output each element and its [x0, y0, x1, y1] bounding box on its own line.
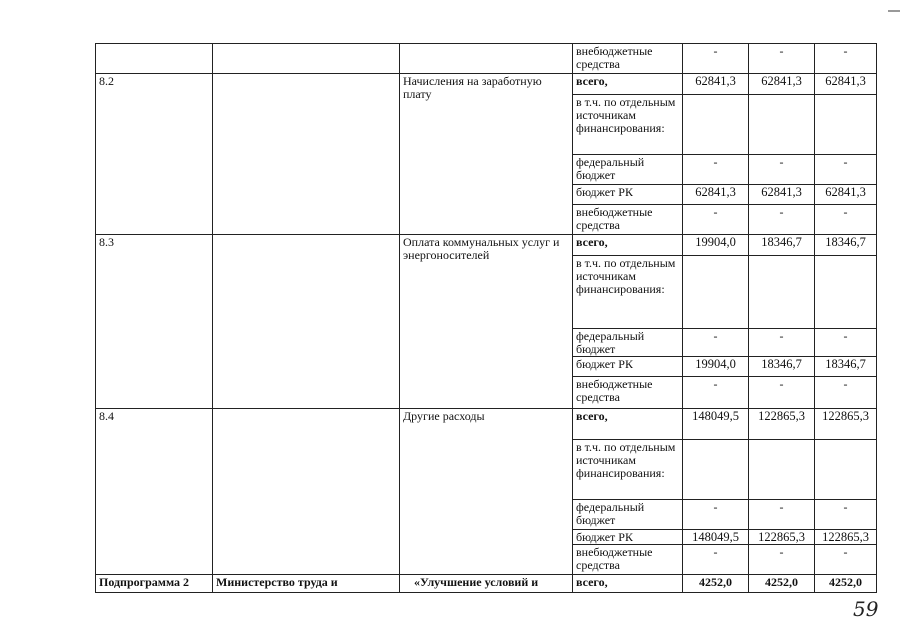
table-row [96, 575, 877, 593]
value-cell: 148049,5 [683, 409, 749, 440]
section-id: 8.2 [96, 74, 213, 235]
table-row [96, 235, 877, 256]
value-cell [815, 440, 877, 500]
event-name: Начисления на заработную плату [400, 74, 573, 235]
executor-cell [213, 409, 400, 575]
source-label: всего, [573, 409, 683, 440]
value-cell: - [815, 500, 877, 530]
value-cell [749, 440, 815, 500]
value-cell [683, 256, 749, 329]
value-cell: - [749, 44, 815, 74]
value-cell: 18346,7 [749, 235, 815, 256]
value-cell: - [815, 205, 877, 235]
executor-name: Министерство труда и [213, 575, 400, 593]
subprogram-name: «Улучшение условий и [400, 575, 573, 593]
value-cell: - [815, 377, 877, 409]
source-label: внебюджетные средства [573, 205, 683, 235]
value-cell: 62841,3 [683, 74, 749, 95]
handwritten-page-number: 59 [853, 597, 879, 621]
scan-mark [888, 10, 900, 12]
value-cell [815, 256, 877, 329]
value-cell: 4252,0 [749, 575, 815, 593]
value-cell: - [683, 205, 749, 235]
value-cell: 62841,3 [749, 185, 815, 205]
event-cell [400, 44, 573, 74]
section-id: 8.4 [96, 409, 213, 575]
value-cell: 148049,5 [683, 530, 749, 545]
value-cell: - [749, 545, 815, 575]
value-cell: 122865,3 [749, 409, 815, 440]
source-label: всего, [573, 74, 683, 95]
source-label: бюджет РК [573, 185, 683, 205]
subprogram-id: Подпрограмма 2 [96, 575, 213, 593]
source-label: федеральный бюджет [573, 329, 683, 357]
value-cell: - [749, 155, 815, 185]
value-cell [683, 95, 749, 155]
value-cell: - [683, 44, 749, 74]
executor-cell [213, 74, 400, 235]
source-label: федеральный бюджет [573, 500, 683, 530]
section-id-cell [96, 44, 213, 74]
value-cell: - [683, 545, 749, 575]
source-label: внебюджетные средства [573, 545, 683, 575]
value-cell: - [815, 155, 877, 185]
value-cell: 122865,3 [815, 409, 877, 440]
value-cell [683, 440, 749, 500]
value-cell: 19904,0 [683, 357, 749, 377]
event-name: Другие расходы [400, 409, 573, 575]
source-label: в т.ч. по отдельным источникам финансирования: [573, 95, 683, 155]
section-id: 8.3 [96, 235, 213, 409]
value-cell: 18346,7 [815, 357, 877, 377]
value-cell: - [815, 329, 877, 357]
value-cell: - [815, 545, 877, 575]
source-label: всего, [573, 235, 683, 256]
budget-table [95, 43, 877, 593]
table-row [96, 44, 877, 74]
value-cell: 18346,7 [815, 235, 877, 256]
table-row [96, 409, 877, 440]
value-cell [749, 256, 815, 329]
value-cell: - [683, 155, 749, 185]
value-cell: - [749, 205, 815, 235]
value-cell [749, 95, 815, 155]
event-name: Оплата коммунальных услуг и энергоносителей [400, 235, 573, 409]
executor-cell [213, 44, 400, 74]
value-cell: - [683, 329, 749, 357]
value-cell: 19904,0 [683, 235, 749, 256]
value-cell: 62841,3 [815, 185, 877, 205]
source-label: федеральный бюджет [573, 155, 683, 185]
source-label: бюджет РК [573, 357, 683, 377]
value-cell: 4252,0 [683, 575, 749, 593]
value-cell: - [749, 329, 815, 357]
value-cell: 62841,3 [815, 74, 877, 95]
value-cell: - [683, 377, 749, 409]
value-cell: - [749, 500, 815, 530]
value-cell: 62841,3 [683, 185, 749, 205]
source-label: в т.ч. по отдельным источникам финансирования: [573, 256, 683, 329]
source-label: внебюджетные средства [573, 44, 683, 74]
value-cell: - [683, 500, 749, 530]
value-cell: - [749, 377, 815, 409]
value-cell [815, 95, 877, 155]
value-cell: 122865,3 [815, 530, 877, 545]
value-cell: 4252,0 [815, 575, 877, 593]
table-row [96, 74, 877, 95]
source-label: внебюджетные средства [573, 377, 683, 409]
executor-cell [213, 235, 400, 409]
value-cell: 122865,3 [749, 530, 815, 545]
source-label: всего, [573, 575, 683, 593]
value-cell: 62841,3 [749, 74, 815, 95]
source-label: в т.ч. по отдельным источникам финансирования: [573, 440, 683, 500]
value-cell: 18346,7 [749, 357, 815, 377]
value-cell: - [815, 44, 877, 74]
source-label: бюджет РК [573, 530, 683, 545]
